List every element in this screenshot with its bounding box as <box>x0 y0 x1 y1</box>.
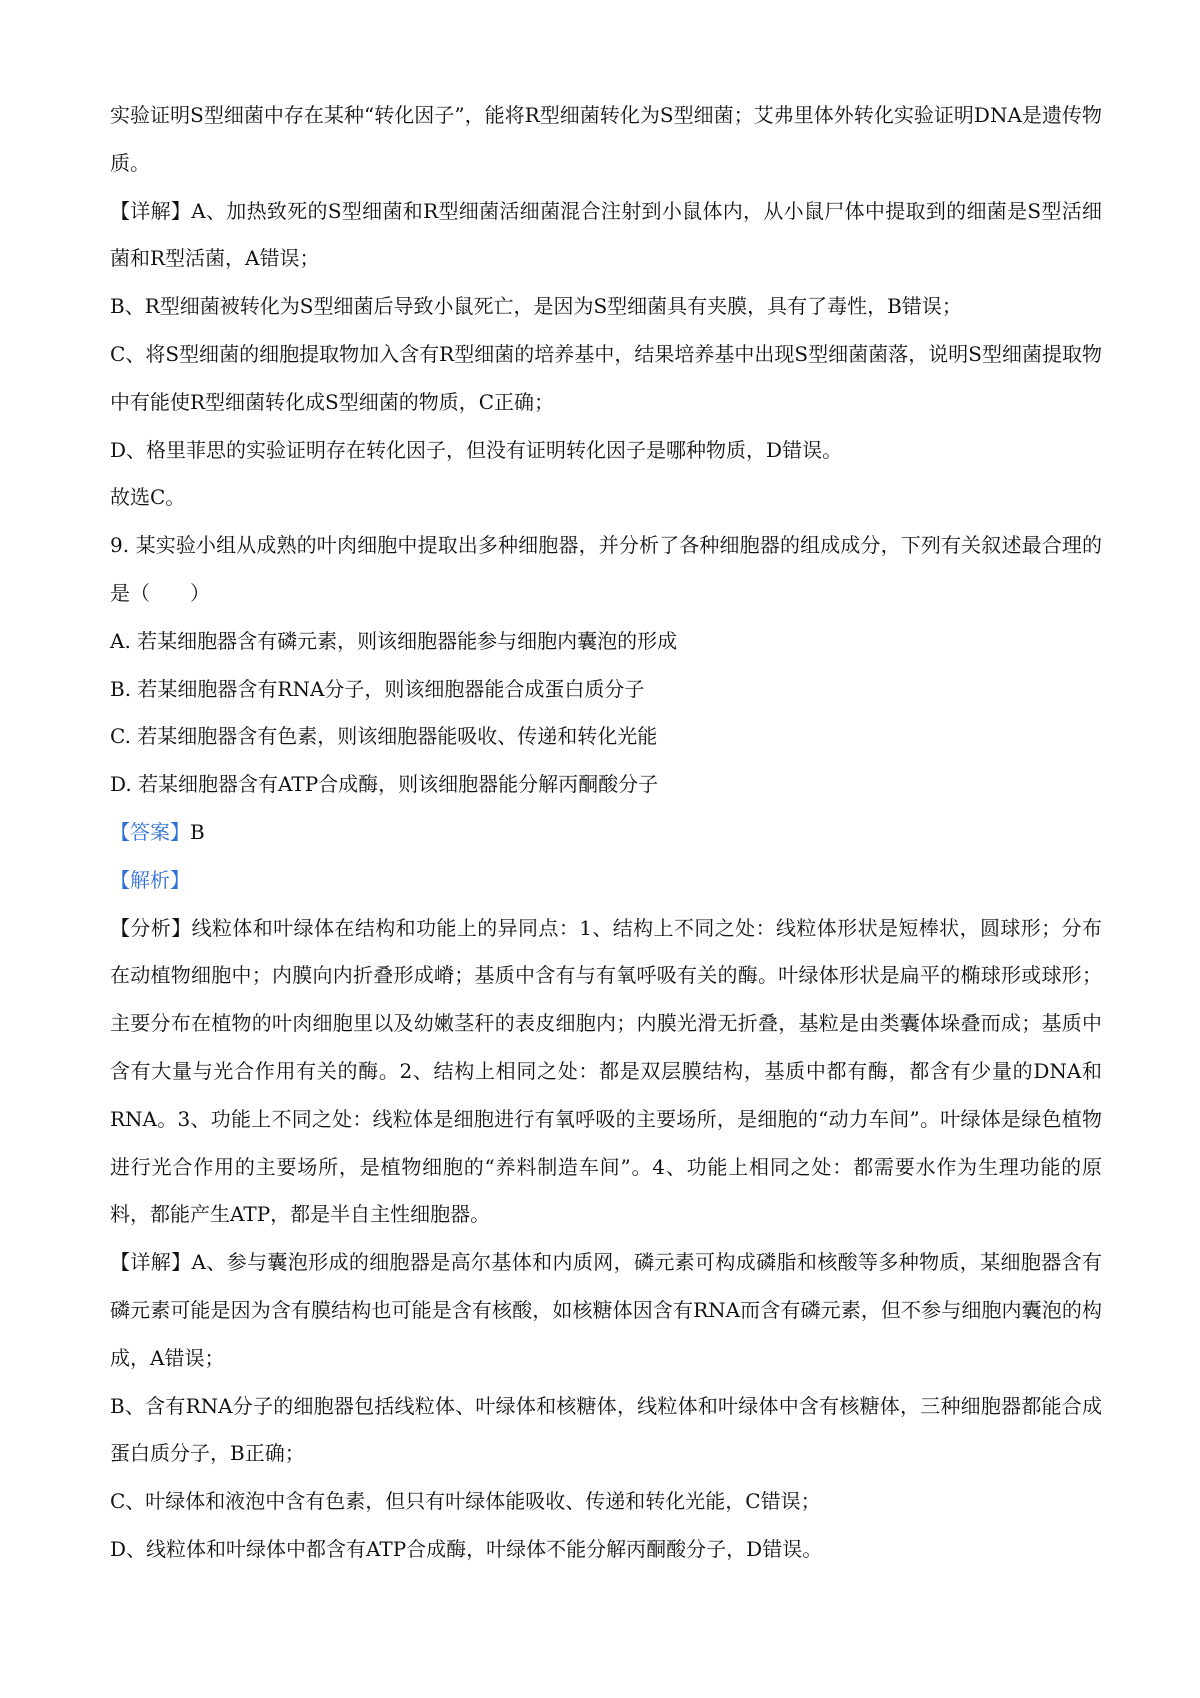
q9-detail-c: C、叶绿体和液泡中含有色素，但只有叶绿体能吸收、传递和转化光能，C错误； <box>110 1489 821 1514</box>
q9-option-b: B. 若某细胞器含有RNA分子，则该细胞器能合成蛋白质分子 <box>110 676 645 701</box>
answer-tag: 【答案】 <box>110 819 190 844</box>
q9-analysis: 【分析】线粒体和叶绿体在结构和功能上的异同点：1、结构上不同之处：线粒体形状是短棒状，圆球形；分布在动植物细胞中；内膜向内折叠形成嵴；基质中含有与有氧呼吸有关的酶。叶绿体形状是扁平的椭球形或球形；主要分布在植物的叶肉细胞里以及幼嫩茎秆的表皮细胞内；内膜光滑无折叠，基粒是由类囊体垛叠而成；基质中含有大量与光合作用有关的酶。2、结构上相同之处：都是双层膜结构，基质中都有酶，都含有少量的DNA和RNA。3、功能上不同之处：线粒体是细胞进行有氧呼吸的主要场所，是细胞的“动力车间”。叶绿体是绿色植物进行光合作用的主要场所，是植物细胞的“养料制造车间”。4、功能上相同之处：都需要水作为生理功能的原料，都能产生ATP，都是半自主性细胞器。 <box>110 915 1102 1227</box>
q9-option-c: C. 若某细胞器含有色素，则该细胞器能吸收、传递和转化光能 <box>110 724 658 749</box>
q9-answer <box>110 809 1102 857</box>
q8-conclusion: 故选C。 <box>110 485 186 510</box>
analysis-tag: 【解析】 <box>110 867 190 892</box>
q8-detail-b: B、R型细菌被转化为S型细菌后导致小鼠死亡，是因为S型细菌具有夹膜，具有了毒性，B错误； <box>110 294 962 319</box>
q9-option-a: A. 若某细胞器含有磷元素，则该细胞器能参与细胞内囊泡的形成 <box>110 628 678 653</box>
q9-detail-b: B、含有RNA分子的细胞器包括线粒体、叶绿体和核糖体，线粒体和叶绿体中含有核糖体，三种细胞器都能合成蛋白质分子，B正确； <box>110 1393 1102 1466</box>
document-page <box>110 92 1102 1574</box>
q9-detail-d: D、线粒体和叶绿体中都含有ATP合成酶，叶绿体不能分解丙酮酸分子，D错误。 <box>110 1536 823 1561</box>
q8-detail-c: C、将S型细菌的细胞提取物加入含有R型细菌的培养基中，结果培养基中出现S型细菌菌落，说明S型细菌提取物中有能使R型细菌转化成S型细菌的物质，C正确； <box>110 341 1102 414</box>
q9-analysis-heading <box>110 857 1102 905</box>
q9-question: 9. 某实验小组从成熟的叶肉细胞中提取出多种细胞器，并分析了各种细胞器的组成成分，下列有关叙述最合理的是（ ） <box>110 533 1102 605</box>
answer-value: B <box>190 819 205 844</box>
q9-detail-a: 【详解】A、参与囊泡形成的细胞器是高尔基体和内质网，磷元素可构成磷脂和核酸等多种物质，某细胞器含有磷元素可能是因为含有膜结构也可能是含有核酸，如核糖体因含有RNA而含有磷元素，但不参与细胞内囊泡的构成，A错误； <box>110 1250 1102 1370</box>
q8-detail-a: 【详解】A、加热致死的S型细菌和R型细菌活细菌混合注射到小鼠体内，从小鼠尸体中提取到的细菌是S型活细菌和R型活菌，A错误； <box>110 198 1102 271</box>
intro-paragraph: 实验证明S型细菌中存在某种“转化因子”，能将R型细菌转化为S型细菌；艾弗里体外转化实验证明DNA是遗传物质。 <box>110 103 1102 175</box>
q9-option-d: D. 若某细胞器含有ATP合成酶，则该细胞器能分解丙酮酸分子 <box>110 772 659 797</box>
q8-detail-d: D、格里菲思的实验证明存在转化因子，但没有证明转化因子是哪种物质，D错误。 <box>110 437 843 462</box>
